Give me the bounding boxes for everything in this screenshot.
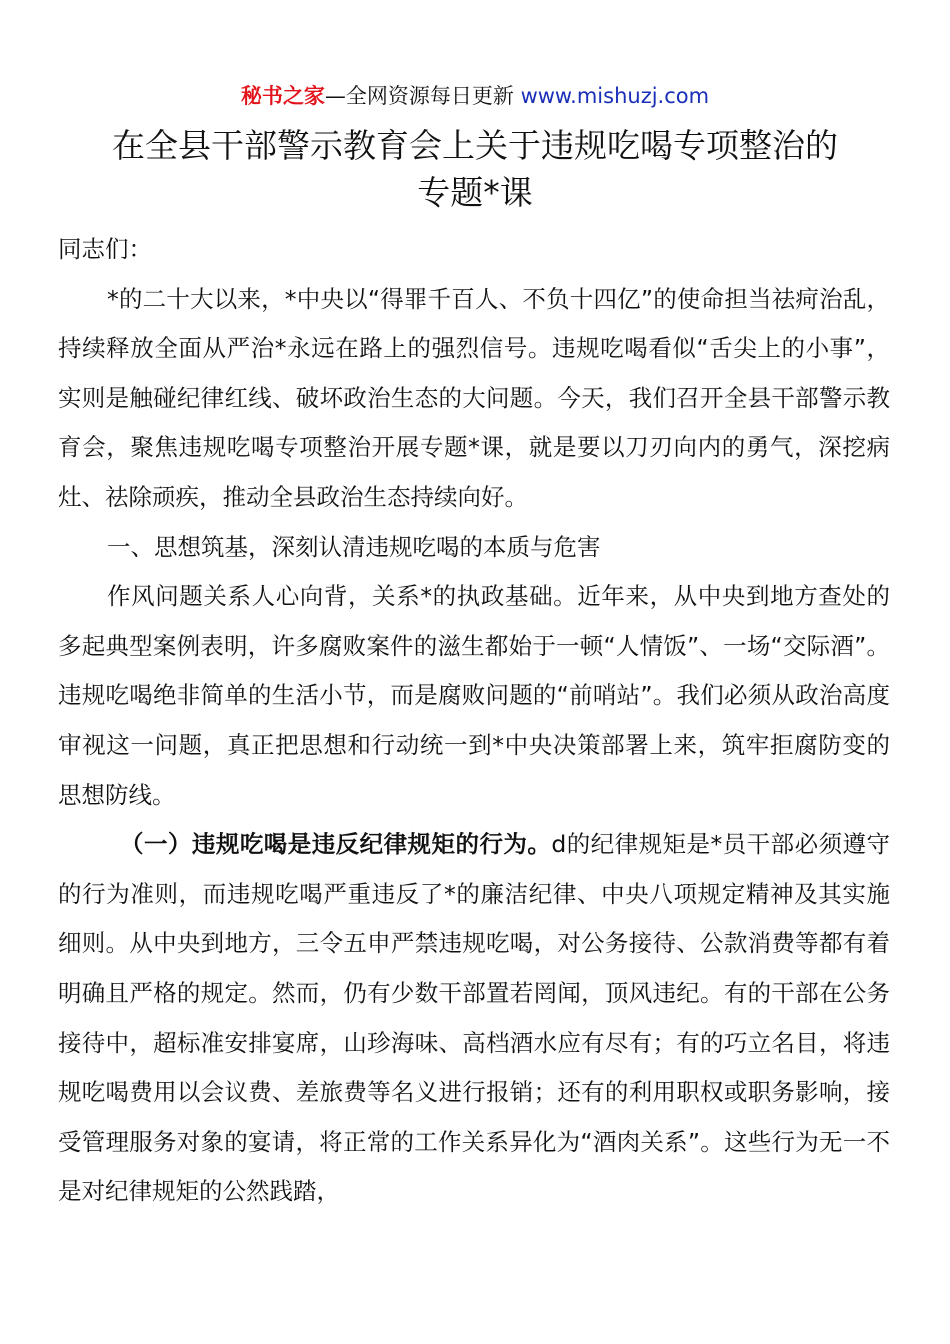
document-body	[58, 225, 890, 1217]
subsection-1-text: d的纪律规矩是*员干部必须遵守的行为准则，而违规吃喝严重违反了*的廉洁纪律、中央八项规定精神及其实施细则。从中央到地方，三令五申严禁违规吃喝，对公务接待、公款消费等都有着明确且严格的规定。然而，仍有少数干部置若罔闻，顶风违纪。有的干部在公务接待中，超标准安排宴席，山珍海味、高档酒水应有尽有；有的巧立名目，将违规吃喝费用以会议费、差旅费等名义进行报销；还有的利用职权或职务影响，接受管理服务对象的宴请，将正常的工作关系异化为“酒肉关系”。这些行为无一不是对纪律规矩的公然践踏，	[58, 830, 890, 1206]
paragraph-section-1: 作风问题关系人心向背，关系*的执政基础。近年来，从中央到地方查处的多起典型案例表明，许多腐败案件的滋生都始于一顿“人情饭”、一场“交际酒”。违规吃喝绝非简单的生活小节，而是腐败问题的“前哨站”。我们必须从政治高度审视这一问题，真正把思想和行动统一到*中央决策部署上来，筑牢拒腐防变的思想防线。	[58, 582, 890, 809]
site-header	[0, 80, 950, 112]
site-url-link[interactable]: www.mishuzj.com	[520, 84, 710, 108]
salutation: 同志们：	[58, 235, 152, 263]
paragraph-intro: *的二十大以来，*中央以“得罪千百人、不负十四亿”的使命担当祛疴治乱，持续释放全面从严治*永远在路上的强烈信号。违规吃喝看似“舌尖上的小事”，实则是触碰纪律红线、破坏政治生态的大问题。今天，我们召开全县干部警示教育会，聚焦违规吃喝专项整治开展专题*课，就是要以刀刃向内的勇气，深挖病灶、祛除顽疾，推动全县政治生态持续向好。	[58, 284, 890, 511]
section-heading-1: 一、思想筑基，深刻认清违规吃喝的本质与危害	[107, 532, 601, 561]
subsection-1-heading: （一）违规吃喝是违反纪律规矩的行为。	[120, 830, 552, 859]
title-line-1: 在全县干部警示教育会上关于违规吃喝专项整治的	[112, 126, 838, 165]
site-slogan: —全网资源每日更新	[324, 84, 521, 108]
paragraph-subsection-1	[58, 820, 890, 1217]
title-line-2: 专题*课	[417, 173, 533, 212]
document-title	[40, 122, 910, 216]
site-brand: 秘书之家	[240, 84, 325, 108]
